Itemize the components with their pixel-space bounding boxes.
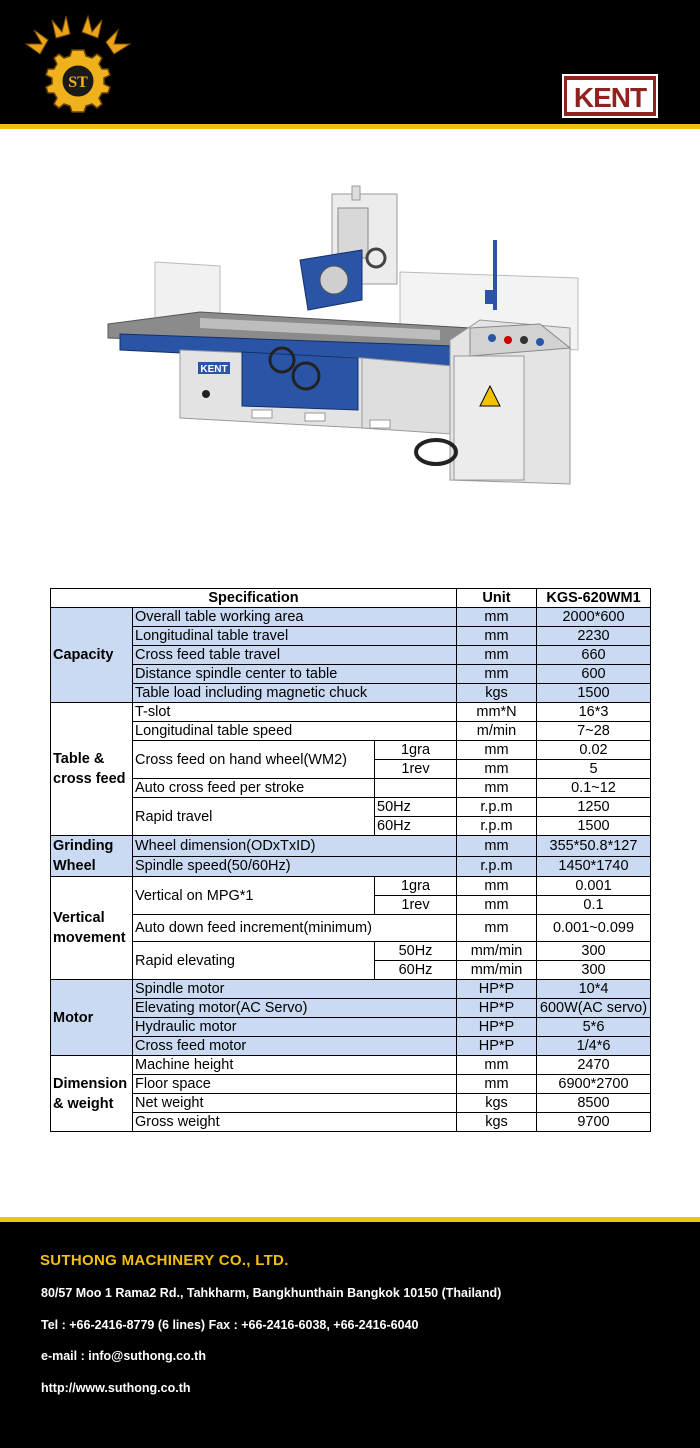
- spec-value: 0.1~12: [537, 779, 651, 798]
- company-website-link[interactable]: http://www.suthong.co.th: [41, 1381, 191, 1395]
- table-row: [51, 741, 651, 760]
- header-unit: Unit: [457, 589, 537, 608]
- spec-unit: mm/min: [457, 942, 537, 961]
- kent-logo-icon: [562, 74, 658, 118]
- table-row: [51, 798, 651, 817]
- spec-unit: HP*P: [457, 1018, 537, 1037]
- spec-label: Vertical on MPG*1: [133, 877, 375, 915]
- company-phone: Tel : +66-2416-8779 (6 lines) Fax : +66-2416-6038, +66-2416-6040: [41, 1318, 419, 1332]
- company-name: SUTHONG MACHINERY CO., LTD.: [40, 1252, 289, 1269]
- spec-label: Floor space: [133, 1075, 457, 1094]
- table-row: [51, 942, 651, 961]
- spec-unit: mm: [457, 627, 537, 646]
- spec-value: 355*50.8*127: [537, 836, 651, 857]
- table-row: [51, 836, 651, 857]
- spec-unit: r.p.m: [457, 817, 537, 836]
- table-row: [51, 1094, 651, 1113]
- spec-sub-label: 1rev: [375, 896, 457, 915]
- spec-value: 300: [537, 961, 651, 980]
- table-row: [51, 999, 651, 1018]
- table-row: [51, 665, 651, 684]
- spec-value: 5: [537, 760, 651, 779]
- spec-sub-label: 60Hz: [375, 961, 457, 980]
- spec-value: 6900*2700: [537, 1075, 651, 1094]
- spec-label: Cross feed table travel: [133, 646, 457, 665]
- spec-empty-cell: [375, 779, 457, 798]
- spec-value: 7~28: [537, 722, 651, 741]
- spec-value: 8500: [537, 1094, 651, 1113]
- spec-label: Spindle speed(50/60Hz): [133, 856, 457, 877]
- spec-value: 600: [537, 665, 651, 684]
- header-specification: Specification: [51, 589, 457, 608]
- spec-label: Rapid elevating: [133, 942, 375, 980]
- company-address: 80/57 Moo 1 Rama2 Rd., Tahkharm, Bangkhunthain Bangkok 10150 (Thailand): [41, 1286, 502, 1300]
- spec-value: 2000*600: [537, 608, 651, 627]
- svg-text:KENT: KENT: [200, 364, 228, 375]
- spec-unit: mm: [457, 915, 537, 942]
- spec-unit: HP*P: [457, 1037, 537, 1056]
- table-header-row: [51, 589, 651, 608]
- spec-value: 1250: [537, 798, 651, 817]
- spec-unit: mm: [457, 877, 537, 896]
- group-dimension-weight: Dimension & weight: [51, 1056, 133, 1132]
- spec-value: 660: [537, 646, 651, 665]
- spec-label: Wheel dimension(ODxTxID): [133, 836, 457, 857]
- table-row: [51, 1113, 651, 1132]
- spec-unit: r.p.m: [457, 856, 537, 877]
- spec-unit: mm: [457, 1056, 537, 1075]
- spec-value: 0.001~0.099: [537, 915, 651, 942]
- spec-sub-label: 60Hz: [375, 817, 457, 836]
- surface-grinder-image: [100, 180, 600, 490]
- spec-label: Distance spindle center to table: [133, 665, 457, 684]
- spec-unit: HP*P: [457, 999, 537, 1018]
- spec-unit: mm: [457, 1075, 537, 1094]
- spec-unit: mm*N: [457, 703, 537, 722]
- spec-value: 600W(AC servo): [537, 999, 651, 1018]
- group-motor: Motor: [51, 980, 133, 1056]
- spec-label: Gross weight: [133, 1113, 457, 1132]
- spec-unit: m/min: [457, 722, 537, 741]
- spec-unit: mm/min: [457, 961, 537, 980]
- spec-sub-label: 1gra: [375, 741, 457, 760]
- spec-label: Auto down feed increment(minimum): [133, 915, 457, 942]
- table-row: [51, 703, 651, 722]
- table-row: [51, 646, 651, 665]
- specification-table: [50, 588, 651, 1132]
- spec-label: Longitudinal table travel: [133, 627, 457, 646]
- header-model: KGS-620WM1: [537, 589, 651, 608]
- spec-label: Spindle motor: [133, 980, 457, 999]
- table-row: [51, 1018, 651, 1037]
- table-row: [51, 980, 651, 999]
- table-row: [51, 1037, 651, 1056]
- svg-text:ST: ST: [68, 74, 88, 91]
- spec-unit: mm: [457, 665, 537, 684]
- header-bar: [0, 0, 700, 124]
- spec-unit: kgs: [457, 1094, 537, 1113]
- svg-text:KENT: KENT: [573, 82, 647, 113]
- spec-value: 9700: [537, 1113, 651, 1132]
- spec-unit: kgs: [457, 1113, 537, 1132]
- group-capacity: Capacity: [51, 608, 133, 703]
- header-accent-line: [0, 124, 700, 129]
- spec-sub-label: 1gra: [375, 877, 457, 896]
- spec-value: 16*3: [537, 703, 651, 722]
- table-row: [51, 1075, 651, 1094]
- group-vertical-movement: Vertical movement: [51, 877, 133, 980]
- spec-value: 1/4*6: [537, 1037, 651, 1056]
- group-grinding-wheel: Grinding Wheel: [51, 836, 133, 877]
- spec-label: Table load including magnetic chuck: [133, 684, 457, 703]
- table-row: [51, 877, 651, 896]
- spec-value: 0.02: [537, 741, 651, 760]
- spec-unit: mm: [457, 836, 537, 857]
- spec-label: Cross feed on hand wheel(WM2): [133, 741, 375, 779]
- table-row: [51, 684, 651, 703]
- spec-label: Rapid travel: [133, 798, 375, 836]
- spec-label: T-slot: [133, 703, 457, 722]
- spec-unit: kgs: [457, 684, 537, 703]
- spec-label: Machine height: [133, 1056, 457, 1075]
- spec-unit: mm: [457, 779, 537, 798]
- spec-sub-label: 1rev: [375, 760, 457, 779]
- spec-value: 5*6: [537, 1018, 651, 1037]
- spec-label: Hydraulic motor: [133, 1018, 457, 1037]
- spec-sub-label: 50Hz: [375, 942, 457, 961]
- spec-unit: mm: [457, 741, 537, 760]
- spec-label: Overall table working area: [133, 608, 457, 627]
- spec-unit: HP*P: [457, 980, 537, 999]
- spec-value: 1500: [537, 684, 651, 703]
- spec-value: 1500: [537, 817, 651, 836]
- group-table-cross-feed: Table & cross feed: [51, 703, 133, 836]
- spec-value: 0.001: [537, 877, 651, 896]
- table-row: [51, 856, 651, 877]
- table-row: [51, 779, 651, 798]
- spec-label: Elevating motor(AC Servo): [133, 999, 457, 1018]
- spec-unit: mm: [457, 608, 537, 627]
- spec-label: Longitudinal table speed: [133, 722, 457, 741]
- spec-value: 2470: [537, 1056, 651, 1075]
- spec-value: 2230: [537, 627, 651, 646]
- table-row: [51, 608, 651, 627]
- spec-value: 1450*1740: [537, 856, 651, 877]
- company-email[interactable]: e-mail : info@suthong.co.th: [41, 1349, 206, 1363]
- table-row: [51, 627, 651, 646]
- spec-sub-label: 50Hz: [375, 798, 457, 817]
- spec-label: Cross feed motor: [133, 1037, 457, 1056]
- table-row: [51, 1056, 651, 1075]
- table-row: [51, 915, 651, 942]
- table-row: [51, 722, 651, 741]
- spec-label: Net weight: [133, 1094, 457, 1113]
- spec-unit: mm: [457, 760, 537, 779]
- spec-value: 10*4: [537, 980, 651, 999]
- spec-unit: r.p.m: [457, 798, 537, 817]
- footer: [0, 1222, 700, 1448]
- spec-value: 300: [537, 942, 651, 961]
- gear-logo-icon: [22, 14, 134, 122]
- spec-value: 0.1: [537, 896, 651, 915]
- spec-unit: mm: [457, 896, 537, 915]
- spec-unit: mm: [457, 646, 537, 665]
- spec-label: Auto cross feed per stroke: [133, 779, 375, 798]
